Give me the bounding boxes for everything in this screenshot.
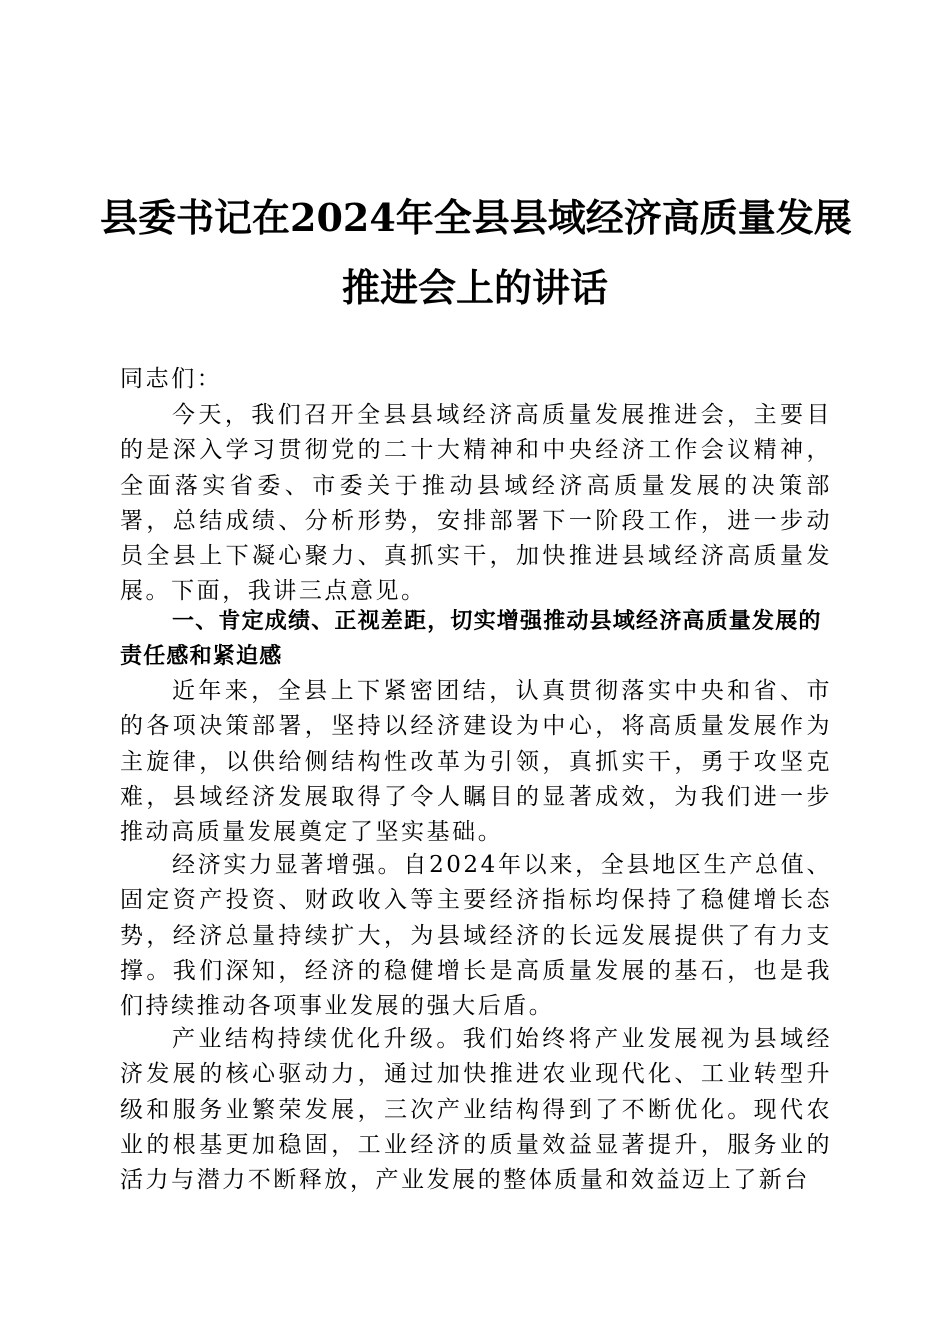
paragraph-achievements: 近年来，全县上下紧密团结，认真贯彻落实中央和省、市的各项决策部署，坚持以经济建设为中心，将高质量发展作为主旋律，以供给侧结构性改革为引领，真抓实干，勇于攻坚克难，县域经济发展取得了令人瞩目的显著成效，为我们进一步推动高质量发展奠定了坚实基础。 bbox=[120, 678, 832, 846]
paragraph-economic-strength: 经济实力显著增强。自2024年以来，全县地区生产总值、固定资产投资、财政收入等主要经济指标均保持了稳健增长态势，经济总量持续扩大，为县域经济的长远发展提供了有力支撑。我们深知，经济的稳健增长是高质量发展的基石，也是我们持续推动各项事业发展的强大后盾。 bbox=[120, 852, 832, 1020]
section-heading-1: 一、肯定成绩、正视差距，切实增强推动县域经济高质量发展的责任感和紧迫感 bbox=[120, 609, 822, 670]
paragraph-industrial-structure: 产业结构持续优化升级。我们始终将产业发展视为县域经济发展的核心驱动力，通过加快推进农业现代化、工业转型升级和服务业繁荣发展，三次产业结构得到了不断优化。现代农业的根基更加稳固，工业经济的质量效益显著提升，服务业的活力与潜力不断释放，产业发展的整体质量和效益迈上了新台 bbox=[120, 1026, 832, 1194]
paragraph-intro: 今天，我们召开全县县域经济高质量发展推进会，主要目的是深入学习贯彻党的二十大精神和中央经济工作会议精神，全面落实省委、市委关于推动县域经济高质量发展的决策部署，总结成绩、分析形势，安排部署下一阶段工作，进一步动员全县上下凝心聚力、真抓实干，加快推进县域经济高质量发展。下面，我讲三点意见。 bbox=[120, 402, 832, 605]
document-title-line-1: 县委书记在2024年全县县域经济高质量发展 bbox=[100, 195, 852, 240]
document-title-line-2: 推进会上的讲话 bbox=[341, 265, 608, 310]
greeting: 同志们： bbox=[120, 366, 223, 392]
